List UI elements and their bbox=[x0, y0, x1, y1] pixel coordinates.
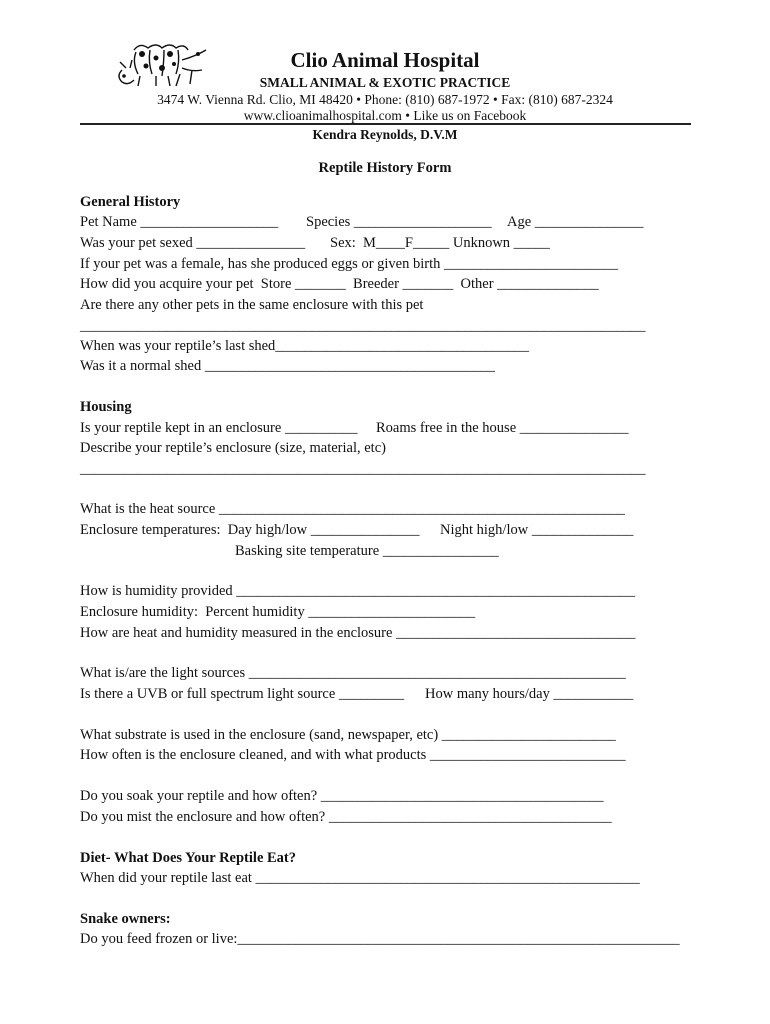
light-sources-field[interactable]: What is/are the light sources ____________________________________________________ bbox=[80, 665, 626, 681]
enclosure-field[interactable]: Is your reptile kept in an enclosure __________ bbox=[80, 420, 358, 436]
describe-enclosure-question: Describe your reptile’s enclosure (size, material, etc) bbox=[80, 440, 386, 456]
bullet-icon: • bbox=[356, 92, 362, 107]
hospital-name: Clio Animal Hospital bbox=[290, 48, 480, 72]
sex-field[interactable]: Sex: M____F_____ Unknown _____ bbox=[330, 235, 550, 251]
form-title: Reptile History Form bbox=[318, 160, 452, 176]
doctor-name: Kendra Reynolds, D.V.M bbox=[312, 127, 458, 142]
species-field[interactable]: Species ___________________ bbox=[306, 214, 492, 230]
acquire-field[interactable]: How did you acquire your pet Store _______ Breeder _______ Other ______________ bbox=[80, 276, 599, 292]
housing-heading: Housing bbox=[80, 399, 132, 415]
web-line bbox=[0, 107, 770, 124]
facebook-link[interactable]: Like us on Facebook bbox=[413, 108, 527, 123]
fax: Fax: (810) 687-2324 bbox=[501, 92, 613, 107]
phone: Phone: (810) 687-1972 bbox=[364, 92, 490, 107]
frozen-or-live-field[interactable]: Do you feed frozen or live:_____________________________________________________________ bbox=[80, 931, 680, 947]
age-field[interactable]: Age _______________ bbox=[507, 214, 644, 230]
header-divider bbox=[80, 123, 691, 125]
mist-field[interactable]: Do you mist the enclosure and how often? _______________________________________ bbox=[80, 809, 612, 825]
last-eat-field[interactable]: When did your reptile last eat _____________________________________________________ bbox=[80, 870, 640, 886]
last-shed-field[interactable]: When was your reptile’s last shed___________________________________ bbox=[80, 338, 530, 354]
other-pets-question: Are there any other pets in the same enclosure with this pet bbox=[80, 297, 424, 313]
heat-source-field[interactable]: What is the heat source ________________________________________________________ bbox=[80, 501, 625, 517]
address: 3474 W. Vienna Rd. Clio, MI 48420 bbox=[157, 92, 353, 107]
uvb-field[interactable]: Is there a UVB or full spectrum light source _________ bbox=[80, 686, 405, 702]
soak-field[interactable]: Do you soak your reptile and how often? _______________________________________ bbox=[80, 788, 604, 804]
cleaning-field[interactable]: How often is the enclosure cleaned, and with what products ___________________________ bbox=[80, 747, 626, 763]
practice-subtitle: SMALL ANIMAL & EXOTIC PRACTICE bbox=[259, 75, 511, 90]
normal-shed-field[interactable]: Was it a normal shed ________________________________________ bbox=[80, 358, 495, 374]
basking-temp-field[interactable]: Basking site temperature ________________ bbox=[235, 543, 499, 559]
day-temp-field[interactable]: Enclosure temperatures: Day high/low _______________ bbox=[80, 522, 420, 538]
roams-field[interactable]: Roams free in the house _______________ bbox=[376, 420, 629, 436]
general-history-heading: General History bbox=[80, 194, 181, 210]
contact-line bbox=[0, 91, 770, 108]
describe-enclosure-answer-line[interactable]: ______________________________________________________________________________ bbox=[80, 461, 646, 477]
humidity-provided-field[interactable]: How is humidity provided _______________________________________________________ bbox=[80, 583, 636, 599]
humidity-percent-field[interactable]: Enclosure humidity: Percent humidity _______________________ bbox=[80, 604, 476, 620]
bullet-icon: • bbox=[405, 108, 410, 123]
snake-owners-heading: Snake owners: bbox=[80, 911, 171, 927]
bullet-icon: • bbox=[493, 92, 498, 107]
pet-name-field[interactable]: Pet Name ___________________ bbox=[80, 214, 279, 230]
website-link[interactable]: www.clioanimalhospital.com bbox=[243, 108, 402, 123]
humidity-measured-field[interactable]: How are heat and humidity measured in the enclosure _________________________________ bbox=[80, 625, 636, 641]
substrate-field[interactable]: What substrate is used in the enclosure (sand, newspaper, etc) ________________________ bbox=[80, 727, 616, 743]
other-pets-answer-line[interactable]: ______________________________________________________________________________ bbox=[80, 318, 646, 334]
eggs-field[interactable]: If your pet was a female, has she produced eggs or given birth ________________________ bbox=[80, 256, 618, 272]
light-hours-field[interactable]: How many hours/day ___________ bbox=[425, 686, 634, 702]
sexed-field[interactable]: Was your pet sexed _______________ bbox=[80, 235, 306, 251]
night-temp-field[interactable]: Night high/low ______________ bbox=[440, 522, 634, 538]
diet-heading: Diet- What Does Your Reptile Eat? bbox=[80, 850, 297, 866]
